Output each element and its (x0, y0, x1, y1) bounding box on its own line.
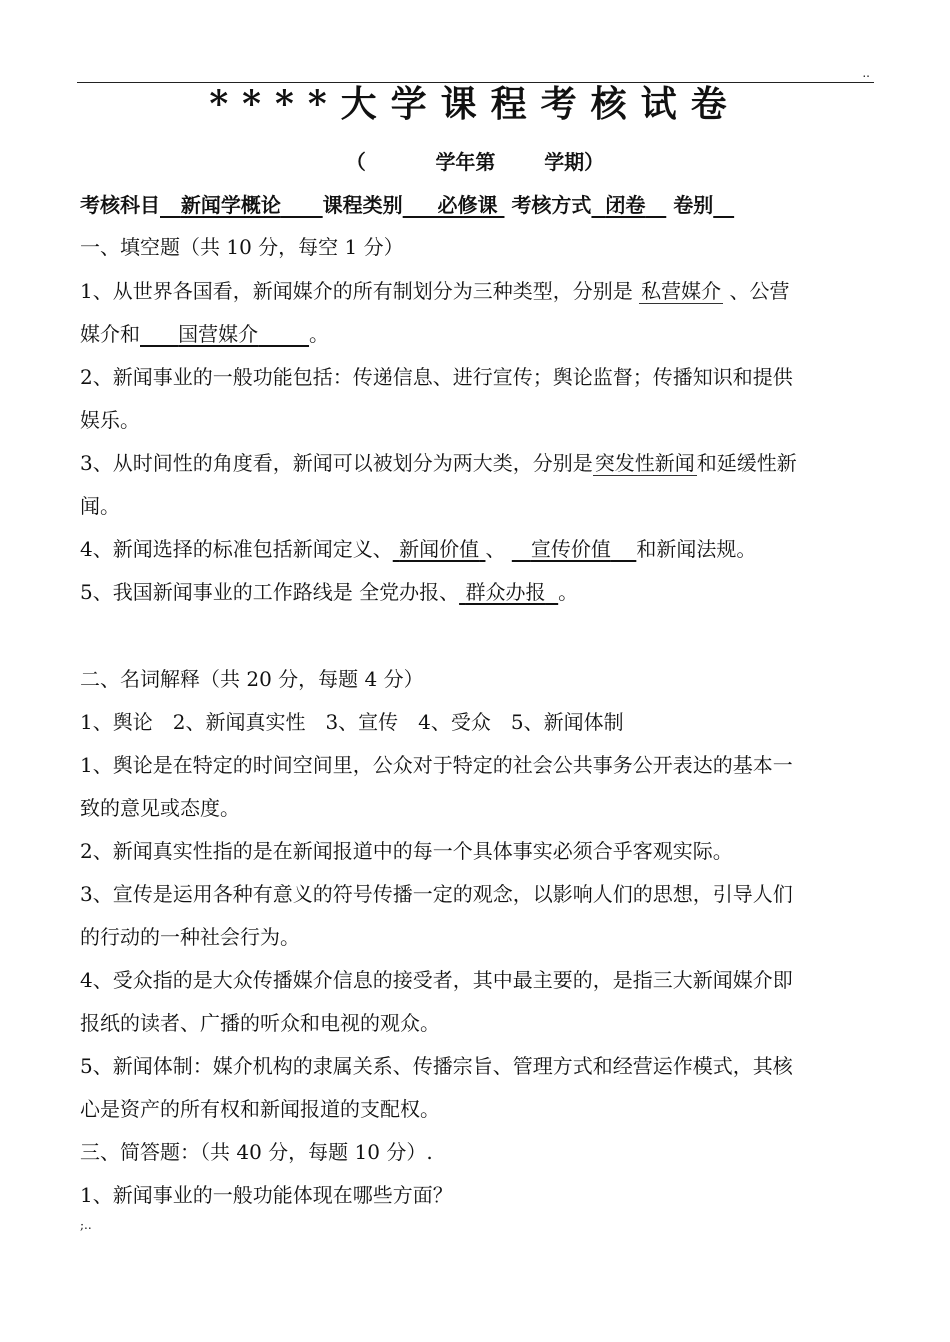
volume-underline (713, 193, 734, 217)
s1-q3-line2: 闻。 (80, 494, 120, 518)
s1-q5-blank1-underline (459, 580, 558, 604)
exam-method-label: 考核方式 (511, 193, 592, 217)
s1-q1-text-a: 1、从世界各国看，新闻媒介的所有制划分为三种类型，分别是 (80, 279, 633, 303)
section1-heading: 一、填空题（共 10 分，每空 1 分） (80, 235, 404, 259)
s1-q1-line1 (80, 276, 870, 306)
s2-terms: 1、舆论 2、新闻真实性 3、宣传 4、受众 5、新闻体制 (80, 710, 624, 734)
s1-q5-text-a: 5、我国新闻事业的工作路线是 全党办报、 (80, 580, 460, 604)
corner-mark: .. (862, 66, 870, 80)
exam-meta-row (80, 190, 734, 220)
exam-method-value: 闭卷 (605, 193, 646, 217)
s1-q1-text-b: 、公营 (729, 279, 790, 303)
s2-a1-line1: 1、舆论是在特定的时间空间里，公众对于特定的社会公共事务公开表达的基本一 (80, 753, 793, 777)
subject-label: 考核科目 (80, 193, 160, 217)
subject-value: 新闻学概论 (180, 193, 281, 217)
s3-q1: 1、新闻事业的一般功能体现在哪些方面？ (80, 1183, 453, 1207)
course-type-value: 必修课 (437, 193, 498, 217)
course-type-underline (403, 193, 505, 217)
exam-method-underline (591, 193, 666, 217)
s1-q4-text-a: 4、新闻选择的标准包括新闻定义、 (80, 537, 393, 561)
s1-q1-line2 (80, 319, 870, 349)
volume-label: 卷别 (673, 193, 714, 217)
s1-q1-text-d: 。 (309, 322, 330, 346)
s1-q5-text-b: 。 (558, 580, 579, 604)
s1-q4-blank1-underline (393, 537, 486, 561)
s2-a4-line2: 报纸的读者、广播的听众和电视的观众。 (80, 1011, 440, 1035)
s1-q2-line2: 娱乐。 (80, 408, 140, 432)
s1-q2-line1: 2、新闻事业的一般功能包括：传递信息、进行宣传；舆论监督；传播知识和提供 (80, 365, 793, 389)
s1-q3-line1 (80, 448, 870, 478)
s1-q5-line (80, 577, 870, 607)
subtitle-year: 学年第 (435, 150, 496, 174)
s1-q1-blank1: 私营媒介 (641, 279, 722, 303)
s1-q4-line (80, 534, 870, 564)
s2-a2-line1: 2、新闻真实性指的是在新闻报道中的每一个具体事实必须合乎客观实际。 (80, 839, 733, 863)
subtitle-term: 学期） (544, 150, 605, 174)
section2-heading: 二、名词解释（共 20 分，每题 4 分） (80, 667, 424, 691)
s1-q3-blank1: 突发性新闻 (594, 451, 695, 475)
s2-a1-line2: 致的意见或态度。 (80, 796, 240, 820)
s2-a5-line2: 心是资产的所有权和新闻报道的支配权。 (80, 1097, 440, 1121)
s1-q1-text-c: 媒介和 (80, 322, 140, 346)
s2-a4-line1: 4、受众指的是大众传播媒介信息的接受者，其中最主要的，是指三大新闻媒介即 (80, 968, 793, 992)
course-type-label: 课程类别 (322, 193, 403, 217)
s1-q4-blank1: 新闻价值 (399, 537, 480, 561)
s1-q1-blank2-underline (140, 322, 309, 346)
s1-q3-text-b: 和延缓性新 (696, 451, 797, 475)
section3-heading: 三、简答题：（共 40 分，每题 10 分）. (80, 1140, 433, 1164)
s2-a3-line1: 3、宣传是运用各种有意义的符号传播一定的观念，以影响人们的思想，引导人们 (80, 882, 793, 906)
exam-title: ****大学课程考核试卷 (209, 83, 741, 125)
subtitle-open: （ (345, 150, 366, 174)
s1-q4-text-b: 、 (485, 537, 506, 561)
s1-q4-blank2-underline (512, 537, 637, 561)
subject-underline (160, 193, 323, 217)
s1-q1-blank2: 国营媒介 (178, 322, 259, 346)
footer-mark: ;.. (80, 1218, 92, 1232)
s2-a3-line2: 的行动的一种社会行为。 (80, 925, 300, 949)
exam-subtitle (0, 148, 950, 176)
s1-q3-text-a: 3、从时间性的角度看，新闻可以被划分为两大类，分别是 (80, 451, 593, 475)
s1-q5-blank1: 群众办报 (465, 580, 546, 604)
s1-q4-text-c: 和新闻法规。 (636, 537, 757, 561)
s2-a5-line1: 5、新闻体制：媒介机构的隶属关系、传播宗旨、管理方式和经营运作模式，其核 (80, 1054, 793, 1078)
s1-q4-blank2: 宣传价值 (530, 537, 611, 561)
